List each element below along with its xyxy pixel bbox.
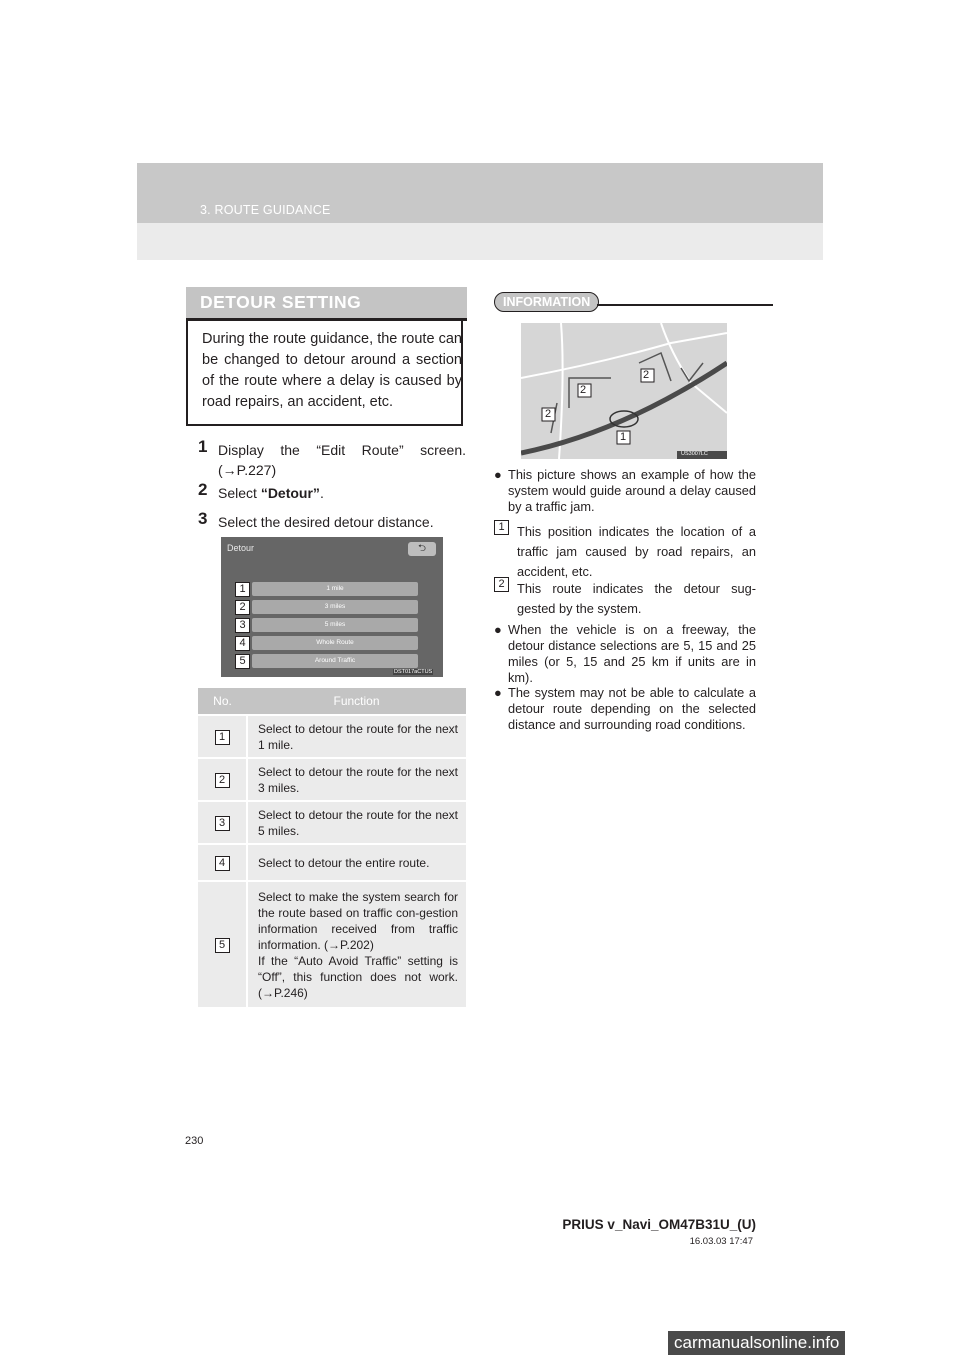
row-function-note: If the “Auto Avoid Traffic” setting is “Off”, this function does not work. (→P.246) <box>258 953 458 1000</box>
row-function: Select to detour the route for the next 1 mile. <box>247 715 466 758</box>
row-number: 5 <box>215 938 230 953</box>
detour-option-button[interactable]: 5 miles <box>252 618 418 632</box>
image-code: DST017aCTUS <box>394 669 433 675</box>
table-row <box>198 715 466 758</box>
row-number: 3 <box>215 816 230 831</box>
info-bullet-text: This picture shows an example of how the system would guide around a delay caused by a traffic jam. <box>508 467 756 514</box>
info-bullet <box>494 685 756 733</box>
step-text: Display the “Edit Route” screen. (→P.227) <box>218 442 466 478</box>
column-header-function: Function <box>247 688 466 715</box>
detour-option-button[interactable]: Whole Route <box>252 636 418 650</box>
row-function: Select to detour the route for the next 5 miles. <box>247 801 466 844</box>
page-title: DETOUR SETTING <box>200 292 362 312</box>
bullet-icon: ● <box>494 685 502 700</box>
row-number-cell <box>198 881 247 1007</box>
header-band <box>137 163 823 260</box>
item-text: This position indicates the location of a traffic jam caused by road repairs, an accident, etc. <box>517 524 756 579</box>
intro-text: During the route guidance, the route can be changed to detour around a section of the route where a delay is caused by road repairs, an accident, etc. <box>202 331 462 410</box>
step-number: 3 <box>198 509 208 528</box>
table-row <box>198 801 466 844</box>
page-title-bar <box>186 287 467 321</box>
step-text <box>198 483 466 503</box>
row-function <box>247 881 466 1007</box>
callout-number: 1 <box>235 582 250 597</box>
header-top-bar <box>137 163 823 223</box>
column-header-no: No. <box>198 688 247 715</box>
information-label: INFORMATION <box>494 292 599 312</box>
step-suffix: . <box>319 485 324 501</box>
row-number-cell <box>198 844 247 881</box>
row-number: 4 <box>215 856 230 871</box>
watermark: carmanualsonline.info <box>668 1331 845 1355</box>
step-1 <box>198 437 466 480</box>
callout-number: 3 <box>235 618 250 633</box>
row-function: Select to detour the entire route. <box>247 844 466 881</box>
row-number: 2 <box>215 773 230 788</box>
map-callout: 2 <box>643 369 650 381</box>
info-bullet-text: When the vehicle is on a freeway, the detour distance selections are 5, 15 and 25 miles (or 5, 15 and 25 km if units are in km). <box>508 622 756 685</box>
intro-box <box>186 321 463 426</box>
row-number-cell <box>198 715 247 758</box>
row-function-text: Select to make the system search for the route based on traffic con-gestion information received from traffic information. (→P.202) <box>258 889 458 952</box>
info-bullet-text: The system may not be able to calculate a detour route depending on the selected distance and surrounding road conditions. <box>508 685 756 732</box>
row-number-cell <box>198 758 247 801</box>
page-number: 230 <box>185 1135 204 1147</box>
step-number: 2 <box>198 480 208 499</box>
callout-number: 5 <box>235 654 250 669</box>
callout-number: 2 <box>235 600 250 615</box>
function-table <box>198 688 466 1007</box>
map-callout: 1 <box>620 431 627 443</box>
item-number: 2 <box>494 577 509 592</box>
step-number: 1 <box>198 437 208 456</box>
item-text: This route indicates the detour sug-gested by the system. <box>517 581 756 616</box>
callout-number: 4 <box>235 636 250 651</box>
info-numbered-item <box>494 522 756 582</box>
screen-title: Detour <box>227 543 255 553</box>
map-code: US3007LC <box>681 451 708 457</box>
row-number: 1 <box>215 730 230 745</box>
item-number: 1 <box>494 520 509 535</box>
table-header-row <box>198 688 466 715</box>
map-callout: 2 <box>580 384 587 396</box>
detour-option-button[interactable]: Around Traffic <box>252 654 418 668</box>
step-2 <box>198 480 466 503</box>
map-callout: 2 <box>545 408 552 420</box>
back-arrow-icon[interactable]: ⮌ <box>408 542 436 556</box>
table-row <box>198 758 466 801</box>
detour-map-image <box>521 323 727 459</box>
bullet-icon: ● <box>494 622 502 637</box>
table-row <box>198 881 466 1007</box>
info-bullet <box>494 467 756 515</box>
information-rule <box>597 304 773 306</box>
info-bullet <box>494 622 756 686</box>
table-row <box>198 844 466 881</box>
step-text: Select the desired detour distance. <box>218 514 434 530</box>
step-3 <box>198 509 466 532</box>
detour-screen-image <box>221 537 443 677</box>
section-title: 3. ROUTE GUIDANCE <box>200 203 331 217</box>
row-number-cell <box>198 801 247 844</box>
document-id: PRIUS v_Navi_OM47B31U_(U) <box>562 1217 756 1232</box>
document-date: 16.03.03 17:47 <box>689 1236 753 1247</box>
step-bold-label: “Detour” <box>260 485 320 501</box>
bullet-icon: ● <box>494 467 502 482</box>
row-function: Select to detour the route for the next 3 miles. <box>247 758 466 801</box>
info-numbered-item <box>494 579 756 619</box>
detour-option-button[interactable]: 1 mile <box>252 582 418 596</box>
step-prefix: Select <box>218 485 261 501</box>
detour-option-button[interactable]: 3 miles <box>252 600 418 614</box>
